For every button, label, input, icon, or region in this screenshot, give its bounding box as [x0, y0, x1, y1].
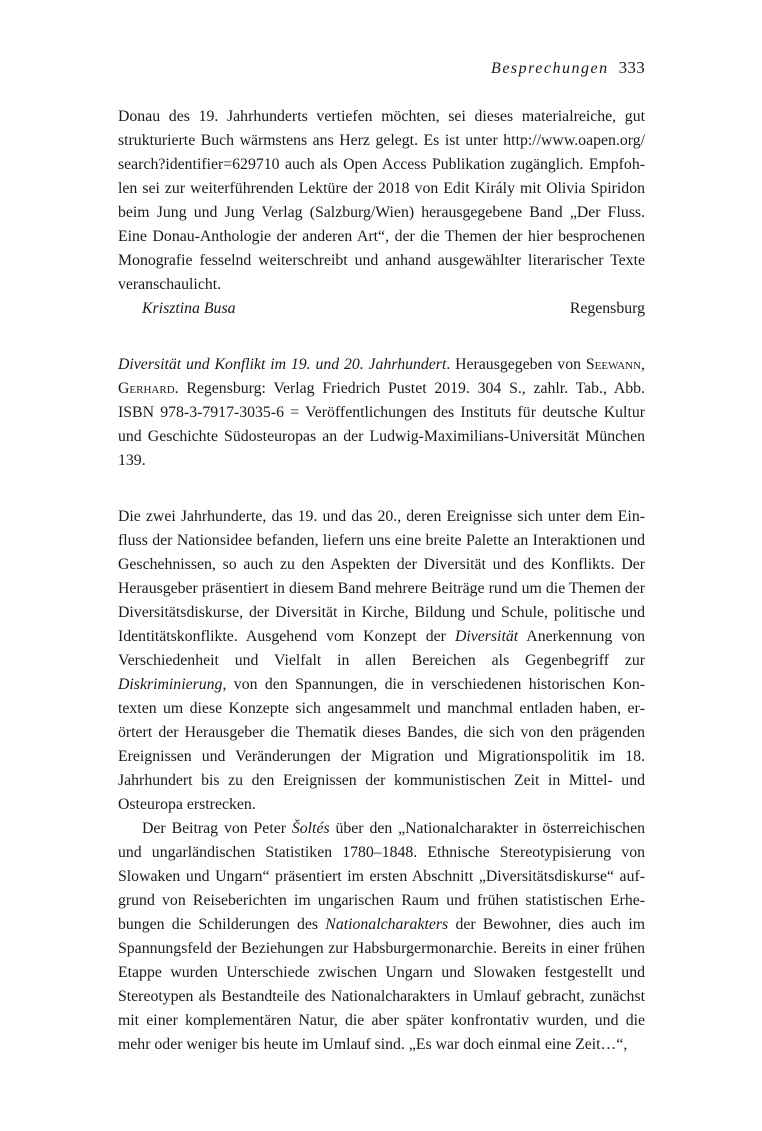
text-run: Die zwei Jahrhunderte, das 19. und das 20., deren Ereignisse sich unter dem Einfluss der Nationsidee befanden, liefern uns eine breite Palette an Interaktionen und Geschehnissen, so auch zu den Aspekten der Diversität und des Konflikts. Der Herausgeber präsentiert in diesem Band mehrere Beiträge rund um die Themen der Diversitätsdiskurse, der Diversität in Kirche, Bildung und Schule, politische und Identitätskonflikte. Ausgehend vom Konzept der — [118, 508, 645, 645]
emphasis: Diversität — [454, 628, 519, 645]
text-run: , — [641, 356, 645, 373]
text-run: , von den Spannungen, die in verschiedenen historischen Kontexten um diese Konzepte sich angesammelt und manchmal entladen haben, erörtert der Herausgeber die Thematik dieses Bandes, die sich von den prägenden Ereignissen und Veränderungen der Migration und Migrationspolitik im 18. Jahrhundert bis zu den Ereignissen der kommunistischen Zeit in Mittel- und Osteuropa erstrecken. — [118, 676, 645, 813]
running-header — [118, 58, 645, 82]
emphasis: Šoltés — [291, 820, 330, 837]
reviewer-name: Krisztina Busa — [142, 300, 236, 317]
emphasis: Diskriminierung — [118, 676, 223, 693]
text-run: Donau des 19. Jahrhunderts vertiefen möchten, sei dieses materialreiche, gut strukturierte Buch wärmstens ans Herz gelegt. Es ist unter http://www.oapen.org/ search?identifier=629710 auch als Open Access Publikation zugänglich. Empfohlen sei zur weiterführenden Lektüre der 2018 von Edit Király mit Olivia Spiridon beim Jung und Jung Verlag (Salzburg/Wien) herausgegebene Band „Der Fluss. Eine Donau-Anthologie der anderen Art“, der die Themen der hier besprochenen Monografie fesselnd weiterschreibt und anhand ausgewählter literarischer Texte veranschaulicht. — [118, 108, 645, 293]
reviewer-place: Regensburg — [569, 300, 645, 317]
review2-citation — [118, 353, 645, 473]
review1-paragraph — [118, 105, 645, 297]
review2-paragraph-1 — [118, 505, 645, 817]
text-run: Anerkennung von Verschiedenheit und Vielfalt in allen Bereichen als Gegenbegriff zur — [118, 628, 646, 669]
review2-paragraph-2 — [118, 817, 645, 1057]
text-run: Der Beitrag von Peter — [142, 820, 292, 837]
editor-given-name: Gerhard — [118, 380, 175, 397]
text-run: der Bewohner, dies auch im Spannungsfeld der Beziehungen zur Habsburgermonarchie. Bereits in einer frühen Etappe wurden Unterschiede zwischen Ungarn und Slowaken festgestellt und Stereotypen als Bestandteile des Nationalcharakters in Umlauf gebracht, zunächst mit einer komplementären Natur, die aber später konfrontativ wurden, und die mehr oder weniger bis heute im Umlauf sind. „Es war doch einmal eine Zeit…“, — [118, 916, 645, 1053]
book-title: Diversität und Konflikt im 19. und 20. Jahrhundert — [118, 356, 447, 373]
page-number: 333 — [618, 58, 645, 77]
text-run: . Regensburg: Verlag Friedrich Pustet 2019. 304 S., zahlr. Tab., Abb. ISBN 978-3-7917-3035-6 = Veröffentlichungen des Instituts für deutsche Kultur und Geschichte Südosteuropas an der Ludwig-Maximilians-Universität München 139. — [118, 380, 645, 469]
body-text — [118, 105, 645, 1057]
review1-signature — [118, 297, 645, 321]
section-title: Besprechungen — [491, 60, 609, 77]
emphasis: Nationalcharakters — [325, 916, 449, 933]
editor-surname: Seewann — [585, 356, 642, 373]
text-run: über den „Nationalcharakter in österreichischen und ungarländischen Statistiken 1780–1848. Ethnische Stereotypisierung von Slowaken und Ungarn“ präsentiert im ersten Abschnitt „Diversitätsdiskurse“ aufgrund von Reiseberichten im ungarischen Raum und frühen statistischen Erhebungen die Schilderungen des — [118, 820, 645, 933]
text-run: . Herausgegeben von — [446, 356, 586, 373]
